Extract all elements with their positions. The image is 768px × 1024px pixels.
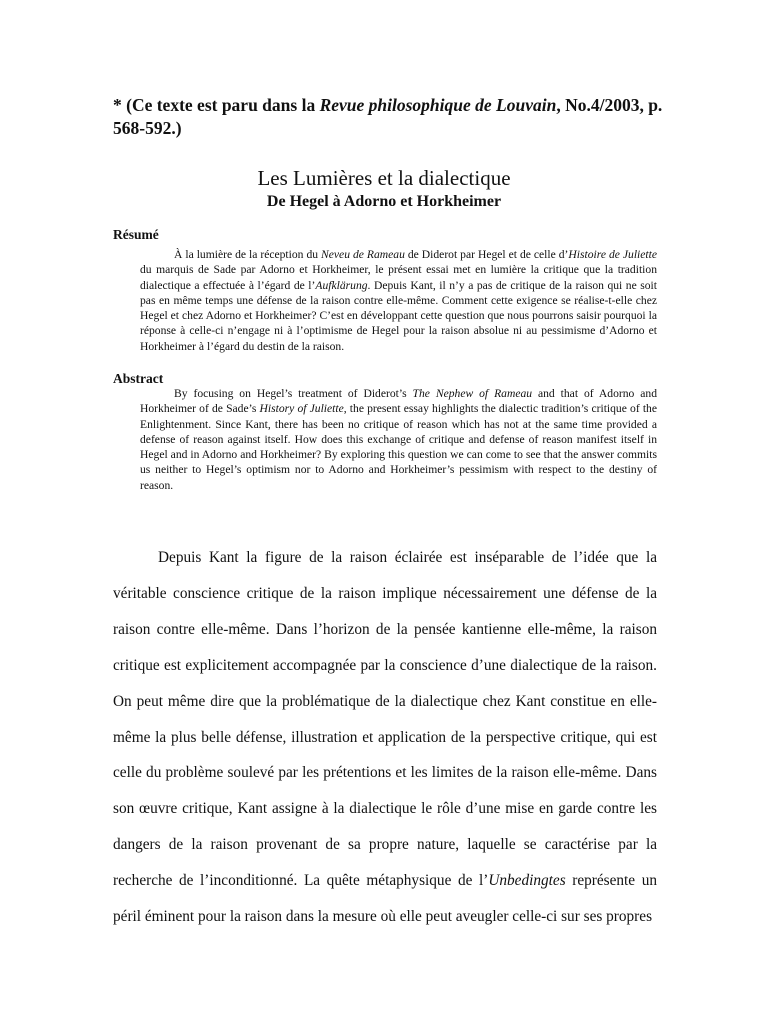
body-paragraph xyxy=(113,540,657,935)
document-title: Les Lumières et la dialectique xyxy=(257,166,511,190)
resume-italic-2: Histoire de Juliette xyxy=(568,248,657,261)
note-prefix: * (Ce texte est paru dans la xyxy=(113,95,320,115)
resume-italic-3: Aufklärung xyxy=(315,278,368,292)
abstract-italic-2: History of Juliette xyxy=(259,402,344,416)
resume-text-1: À la lumière de la réception du xyxy=(174,248,322,261)
abstract-text xyxy=(140,386,657,493)
resume-text-2: de Diderot par Hegel et de celle d’ xyxy=(404,248,569,261)
note-suffix: , No.4/2003, p. 568-592.) xyxy=(113,95,663,138)
publication-note xyxy=(113,94,673,140)
resume-heading: Résumé xyxy=(113,227,159,242)
journal-name: Revue philosophique de Louvain xyxy=(319,95,557,115)
resume-italic-1: Neveu de Rameau xyxy=(321,248,405,261)
abstract-text-2: and that of Adorno and Horkheimer of de Sade’s xyxy=(140,387,657,416)
body-italic-1: Unbedingtes xyxy=(488,872,566,890)
abstract-text-1: By focusing on Hegel’s treatment of Diderot’s xyxy=(174,387,413,400)
resume-text-4: . Depuis Kant, il n’y a pas de critique de la raison qui ne soit pas en même temps une défense de la raison contre elle-même. Comment cette exigence se réalise-t-elle chez Hegel et chez Adorno et Horkheimer? C’est en développant cette question que nous pourrons saisir pourquoi la réponse à celle-ci n’engage ni à l’optimisme de Hegel pour la raison absolue ni au pessimisme d’Adorno et Horkheimer à l’égard du destin de la raison. xyxy=(140,278,657,353)
resume-text-3: du marquis de Sade par Adorno et Horkheimer, le présent essai met en lumière la critique que la tradition dialectique a effectuée à l’égard de l’ xyxy=(140,263,657,292)
resume-text xyxy=(140,247,657,354)
body-text-2: représente un péril éminent pour la raison dans la mesure où elle peut aveugler celle-ci sur ses propres xyxy=(113,872,657,926)
abstract-heading: Abstract xyxy=(113,371,164,386)
abstract-italic-1: The Nephew of Rameau xyxy=(412,387,533,400)
abstract-text-3: , the present essay highlights the dialectic tradition’s critique of the Enlightenment. Since Kant, there has been no critique of reason which has not at the same time provided a defense of reason against itself. How does this exchange of critique and defense of reason manifest itself in Hegel and in Adorno and Horkheimer? By exploring this question we can come to see that the answer commits us neither to Hegel’s optimism nor to Adorno and Horkheimer’s pessimism with respect to the destiny of reason. xyxy=(140,402,658,492)
body-text-1: Depuis Kant la figure de la raison éclairée est inséparable de l’idée que la véritable conscience critique de la raison implique nécessairement une défense de la raison contre elle-même. Dans l’horizon de la pensée kantienne elle-même, la raison critique est explicitement accompagnée par la conscience d’une dialectique de la raison. On peut même dire que la problématique de la dialectique chez Kant constitue en elle-même la plus belle défense, illustration et application de la perspective critique, qui est celle du problème soulevé par les prétentions et les limites de la raison elle-même. Dans son œuvre critique, Kant assigne à la dialectique le rôle d’une mise en garde contre les dangers de la raison provenant de sa propre nature, laquelle se caractérise par la recherche de l’inconditionné. La quête métaphysique de l’ xyxy=(113,549,657,890)
document-subtitle: De Hegel à Adorno et Horkheimer xyxy=(266,193,502,210)
